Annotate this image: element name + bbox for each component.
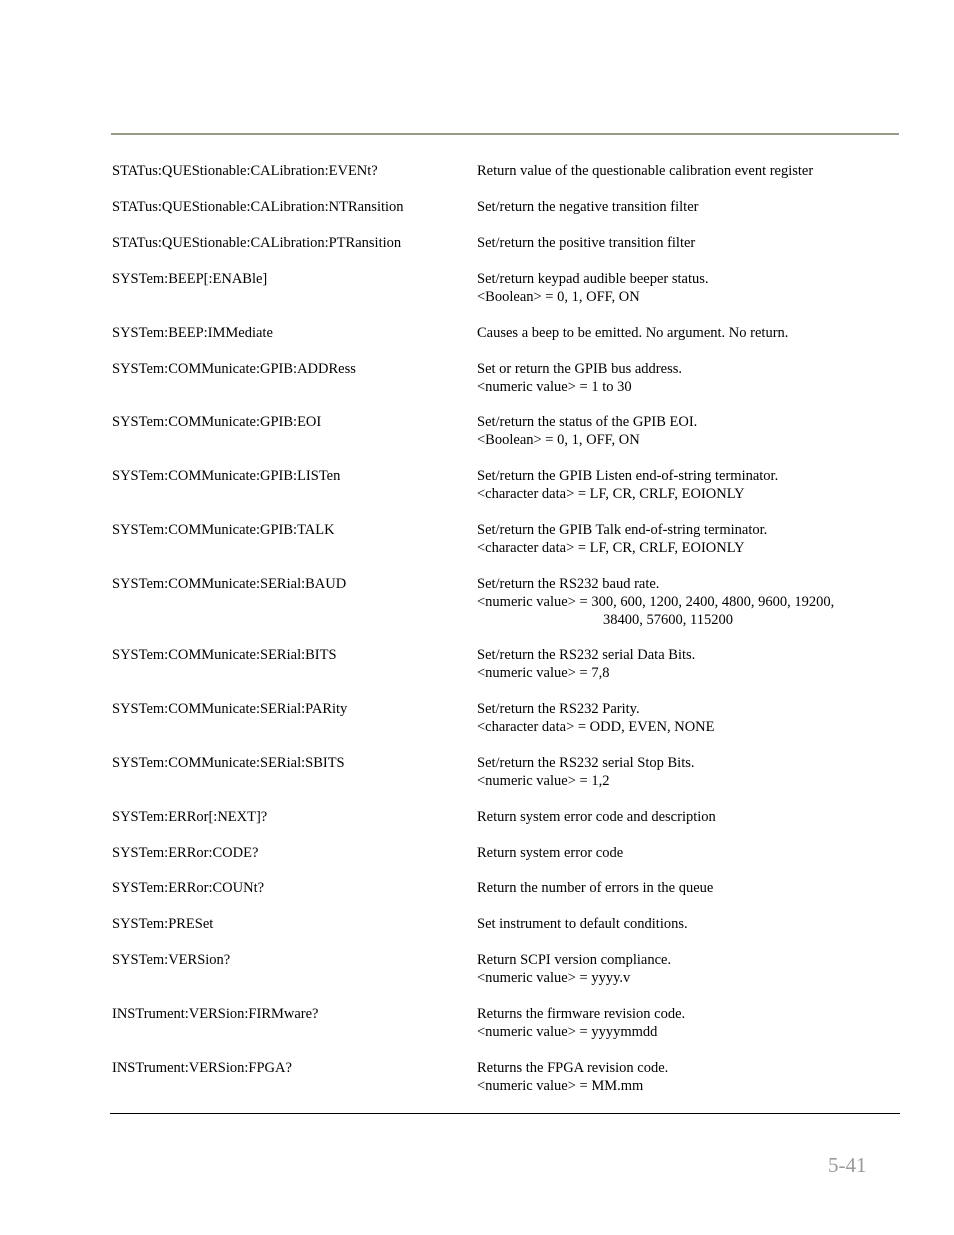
description-line: <numeric value> = 7,8: [477, 665, 610, 681]
description-line: Return system error code and description: [477, 809, 716, 825]
command-name: SYSTem:ERRor[:NEXT]?: [112, 809, 268, 825]
description-line: <numeric value> = yyyy.v: [477, 970, 631, 986]
description-line: Return value of the questionable calibration event register: [477, 163, 814, 179]
description-line: <numeric value> = MM.mm: [477, 1078, 644, 1094]
command-name: SYSTem:COMMunicate:GPIB:ADDRess: [112, 361, 356, 377]
description-line: Set/return the GPIB Talk end-of-string terminator.: [477, 522, 768, 538]
command-description: [477, 915, 897, 933]
command-name: SYSTem:COMMunicate:SERial:SBITS: [112, 755, 345, 771]
command-name: SYSTem:COMMunicate:SERial:BAUD: [112, 576, 347, 592]
description-line: <character data> = LF, CR, CRLF, EOIONLY: [477, 486, 745, 502]
command-name: INSTrument:VERSion:FIRMware?: [112, 1006, 319, 1022]
command-name: SYSTem:PRESet: [112, 916, 214, 932]
description-line: Return system error code: [477, 845, 624, 861]
description-line: Set/return the positive transition filter: [477, 235, 696, 251]
description-line: <character data> = LF, CR, CRLF, EOIONLY: [477, 540, 745, 556]
command-name: INSTrument:VERSion:FPGA?: [112, 1060, 292, 1076]
command-name: SYSTem:COMMunicate:GPIB:LISTen: [112, 468, 341, 484]
command-name: SYSTem:COMMunicate:SERial:BITS: [112, 647, 337, 663]
command-description: [477, 234, 897, 252]
command-description: [477, 575, 897, 629]
description-line: Set/return the RS232 serial Data Bits.: [477, 647, 696, 663]
command-description: [477, 521, 897, 557]
command-name: SYSTem:BEEP[:ENABle]: [112, 271, 268, 287]
command-description: [477, 324, 897, 342]
command-description: [477, 879, 897, 897]
description-line: <numeric value> = 1 to 30: [477, 379, 632, 395]
page-number: 5-41: [828, 1153, 867, 1177]
description-line: Set or return the GPIB bus address.: [477, 361, 682, 377]
command-description: [477, 360, 897, 396]
command-description: [477, 844, 897, 862]
description-line: Return SCPI version compliance.: [477, 952, 672, 968]
command-description: [477, 270, 897, 306]
description-line: <Boolean> = 0, 1, OFF, ON: [477, 289, 640, 305]
command-description: [477, 162, 897, 180]
description-line: Set/return keypad audible beeper status.: [477, 271, 709, 287]
description-line: <Boolean> = 0, 1, OFF, ON: [477, 432, 640, 448]
command-name: SYSTem:ERRor:CODE?: [112, 845, 259, 861]
description-line: Set/return the RS232 baud rate.: [477, 576, 660, 592]
command-description: [477, 646, 897, 682]
description-line: Set/return the negative transition filter: [477, 199, 699, 215]
footer-rule: [110, 1113, 900, 1114]
command-name: STATus:QUEStionable:CALibration:PTRansition: [112, 235, 402, 251]
description-line: <character data> = ODD, EVEN, NONE: [477, 719, 715, 735]
command-description: [477, 413, 897, 449]
command-name: SYSTem:COMMunicate:GPIB:EOI: [112, 414, 322, 430]
description-line: Set/return the status of the GPIB EOI.: [477, 414, 698, 430]
command-description: [477, 700, 897, 736]
command-name: SYSTem:BEEP:IMMediate: [112, 325, 273, 341]
description-line: Causes a beep to be emitted. No argument. No return.: [477, 325, 789, 341]
command-name: STATus:QUEStionable:CALibration:NTRansition: [112, 199, 404, 215]
description-line: <numeric value> = 1,2: [477, 773, 610, 789]
command-description: [477, 754, 897, 790]
command-description: [477, 198, 897, 216]
command-description: [477, 951, 897, 987]
command-name: SYSTem:COMMunicate:SERial:PARity: [112, 701, 348, 717]
command-name: STATus:QUEStionable:CALibration:EVENt?: [112, 163, 378, 179]
description-line: Returns the FPGA revision code.: [477, 1060, 669, 1076]
description-line: Returns the firmware revision code.: [477, 1006, 686, 1022]
command-name: SYSTem:ERRor:COUNt?: [112, 880, 265, 896]
description-line: Set instrument to default conditions.: [477, 916, 688, 932]
description-line: 38400, 57600, 115200: [603, 612, 733, 628]
description-line: <numeric value> = yyyymmdd: [477, 1024, 658, 1040]
command-description: [477, 808, 897, 826]
command-description: [477, 467, 897, 503]
command-name: SYSTem:VERSion?: [112, 952, 231, 968]
description-line: Set/return the RS232 Parity.: [477, 701, 640, 717]
description-line: Set/return the RS232 serial Stop Bits.: [477, 755, 695, 771]
description-line: Set/return the GPIB Listen end-of-string terminator.: [477, 468, 779, 484]
command-name: SYSTem:COMMunicate:GPIB:TALK: [112, 522, 335, 538]
command-description: [477, 1005, 897, 1041]
description-line: Return the number of errors in the queue: [477, 880, 714, 896]
command-description: [477, 1059, 897, 1095]
description-line: <numeric value> = 300, 600, 1200, 2400, 4800, 9600, 19200,: [477, 594, 835, 610]
